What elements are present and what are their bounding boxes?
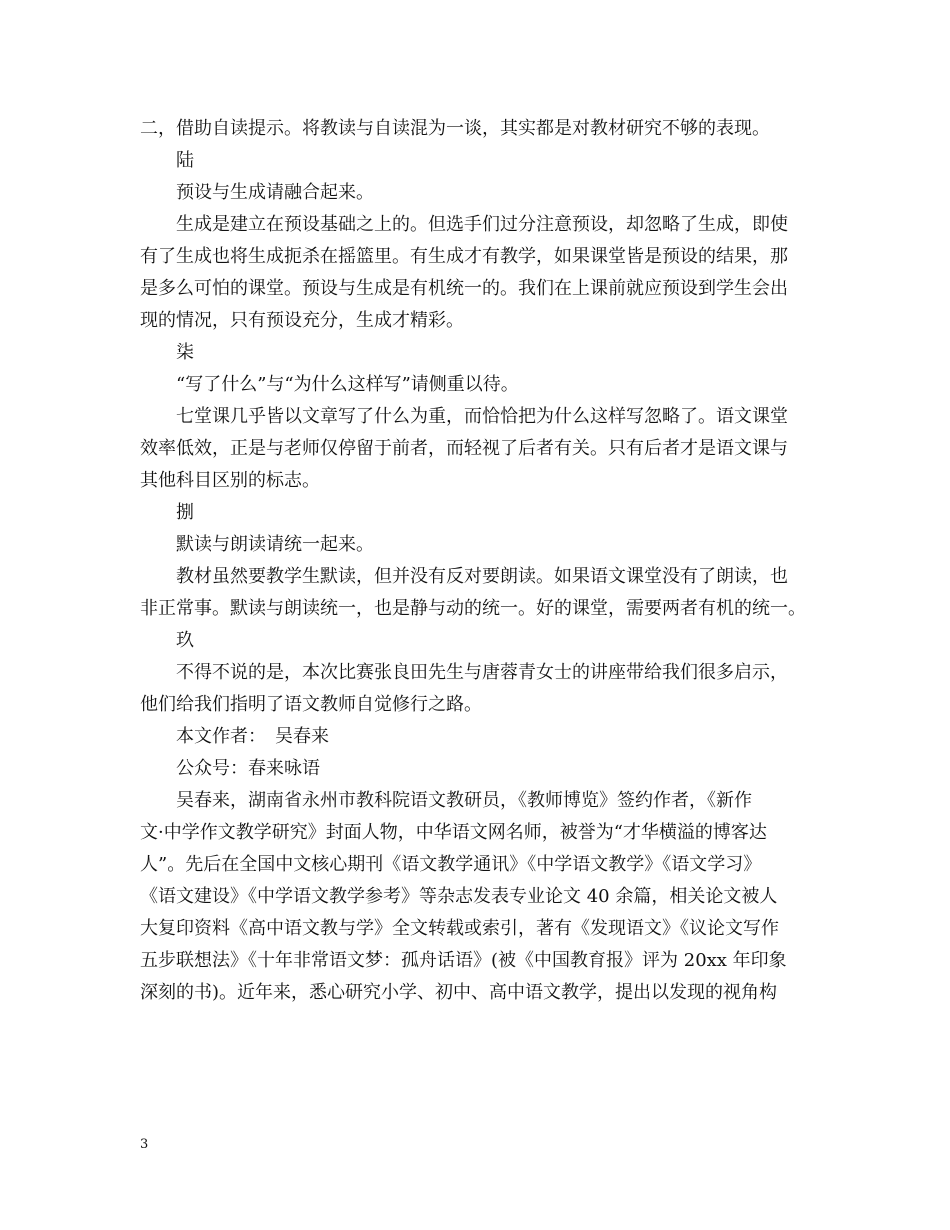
text-line: 陆 (176, 150, 194, 171)
text-line: 吴春来，湖南省永州市教科院语文教研员，《教师博览》签约作者，《新作 (176, 790, 752, 811)
text-line: 公众号：春来咏语 (176, 758, 320, 779)
text-line: 二，借助自读提示。将教读与自读混为一谈，其实都是对教材研究不够的表现。 (140, 118, 770, 139)
text-line: 大复印资料《高中语文教与学》全文转载或索引，著有《发现语文》《议论文写作 (140, 918, 779, 939)
text-line: 非正常事。默读与朗读统一，也是静与动的统一。好的课堂，需要两者有机的统一。 (140, 598, 806, 619)
text-line: 效率低效，正是与老师仅停留于前者，而轻视了后者有关。只有后者才是语文课与 (140, 438, 788, 459)
text-line: 玖 (176, 630, 194, 651)
text-line: 教材虽然要教学生默读，但并没有反对要朗读。如果语文课堂没有了朗读，也 (176, 566, 788, 587)
text-line: 人”。先后在全国中文核心期刊《语文教学通讯》《中学语文教学》《语文学习》 (140, 854, 762, 875)
text-line: 柒 (176, 342, 194, 363)
text-line: 五步联想法》《十年非常语文梦：孤舟话语》(被《中国教育报》评为 20xx 年印象 (140, 950, 787, 971)
text-line: 本文作者： 吴春来 (176, 726, 329, 747)
text-line: 有了生成也将生成扼杀在摇篮里。有生成才有教学，如果课堂皆是预设的结果，那 (140, 246, 788, 267)
text-line: 预设与生成请融合起来。 (176, 182, 374, 203)
body-text (140, 113, 820, 1009)
text-line: 不得不说的是，本次比赛张良田先生与唐蓉青女士的讲座带给我们很多启示， (176, 662, 788, 683)
page-number: 3 (140, 1137, 149, 1152)
text-line: 深刻的书)。近年来，悉心研究小学、初中、高中语文教学，提出以发现的视角构 (140, 982, 778, 1003)
text-line: “写了什么”与“为什么这样写”请侧重以待。 (176, 374, 519, 395)
text-line: 《语文建设》《中学语文教学参考》等杂志发表专业论文 40 余篇，相关论文被人 (140, 886, 778, 907)
text-line: 他们给我们指明了语文教师自觉修行之路。 (140, 694, 482, 715)
text-line: 文·中学作文教学研究》封面人物，中华语文网名师，被誉为“才华横溢的博客达 (140, 822, 767, 843)
text-line: 是多么可怕的课堂。预设与生成是有机统一的。我们在上课前就应预设到学生会出 (140, 278, 788, 299)
text-line: 其他科目区别的标志。 (140, 470, 320, 491)
text-line: 现的情况，只有预设充分，生成才精彩。 (140, 310, 464, 331)
text-line: 捌 (176, 502, 194, 523)
text-line: 默读与朗读请统一起来。 (176, 534, 374, 555)
text-line: 生成是建立在预设基础之上的。但选手们过分注意预设，却忽略了生成，即使 (176, 214, 788, 235)
text-line: 七堂课几乎皆以文章写了什么为重，而恰恰把为什么这样写忽略了。语文课堂 (176, 406, 788, 427)
